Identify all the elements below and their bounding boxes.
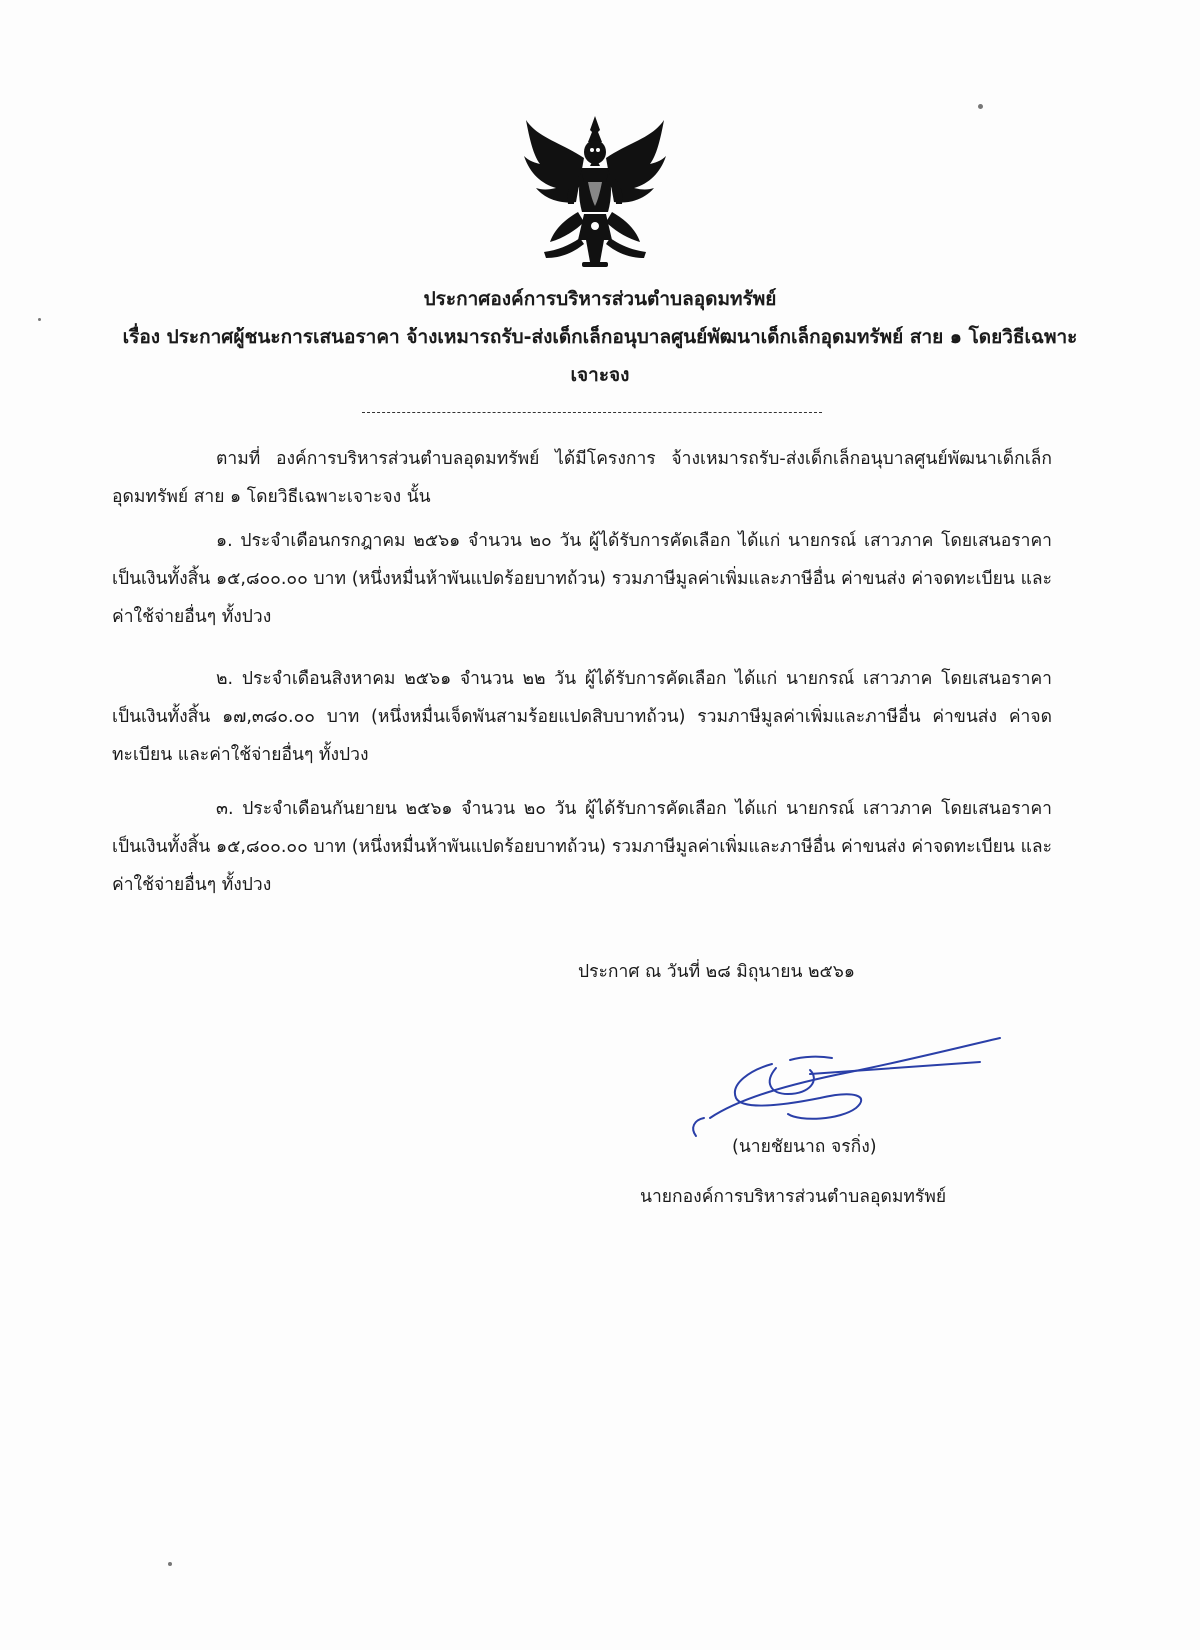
document-subject: เรื่อง ประกาศผู้ชนะการเสนอราคา จ้างเหมารถรับ-ส่งเด็กเล็กอนุบาลศูนย์พัฒนาเด็กเล็กอุดมทรัพย์ สาย ๑ โดยวิธีเฉพาะเจาะจง (122, 326, 1078, 386)
list-item: ๑. ประจำเดือนกรกฎาคม ๒๕๖๑ จำนวน ๒๐ วัน ผู้ได้รับการคัดเลือก ได้แก่ นายกรณ์ เสาวภาค โดยเสนอราคา เป็นเงินทั้งสิ้น ๑๕,๘๐๐.๐๐ บาท (หนึ่งหมื่นห้าพันแปดร้อยบาทถ้วน) รวมภาษีมูลค่าเพิ่มและภาษีอื่น ค่าขนส่ง ค่าจดทะเบียน และค่าใช้จ่ายอื่นๆ ทั้งปวง (112, 531, 1052, 627)
announce-date: ประกาศ ณ วันที่ ๒๘ มิถุนายน ๒๕๖๑ (578, 962, 855, 982)
scan-speck (168, 1562, 172, 1566)
separator-line (362, 412, 822, 413)
scan-speck (978, 104, 983, 109)
garuda-emblem-icon (520, 112, 670, 272)
list-item: ๒. ประจำเดือนสิงหาคม ๒๕๖๑ จำนวน ๒๒ วัน ผู้ได้รับการคัดเลือก ได้แก่ นายกรณ์ เสาวภาค โดยเสนอราคา เป็นเงินทั้งสิ้น ๑๗,๓๘๐.๐๐ บาท (หนึ่งหมื่นเจ็ดพันสามร้อยแปดสิบบาทถ้วน) รวมภาษีมูลค่าเพิ่มและภาษีอื่น ค่าขนส่ง ค่าจดทะเบียน และค่าใช้จ่ายอื่นๆ ทั้งปวง (112, 669, 1052, 765)
intro-paragraph: ตามที่ องค์การบริหารส่วนตำบลอุดมทรัพย์ ได้มีโครงการ จ้างเหมารถรับ-ส่งเด็กเล็กอนุบาลศูนย์พัฒนาเด็กเล็กอุดมทรัพย์ สาย ๑ โดยวิธีเฉพาะเจาะจง นั้น (112, 449, 1052, 507)
list-item: ๓. ประจำเดือนกันยายน ๒๕๖๑ จำนวน ๒๐ วัน ผู้ได้รับการคัดเลือก ได้แก่ นายกรณ์ เสาวภาค โดยเสนอราคา เป็นเงินทั้งสิ้น ๑๕,๘๐๐.๐๐ บาท (หนึ่งหมื่นห้าพันแปดร้อยบาทถ้วน) รวมภาษีมูลค่าเพิ่มและภาษีอื่น ค่าขนส่ง ค่าจดทะเบียน และค่าใช้จ่ายอื่นๆ ทั้งปวง (112, 799, 1052, 895)
signer-name: (นายชัยนาถ จรกิ่ง) (732, 1137, 877, 1157)
document-heading: ประกาศองค์การบริหารส่วนตำบลอุดมทรัพย์ (423, 288, 777, 310)
scan-speck (38, 318, 41, 321)
signer-title: นายกองค์การบริหารส่วนตำบลอุดมทรัพย์ (640, 1187, 947, 1207)
